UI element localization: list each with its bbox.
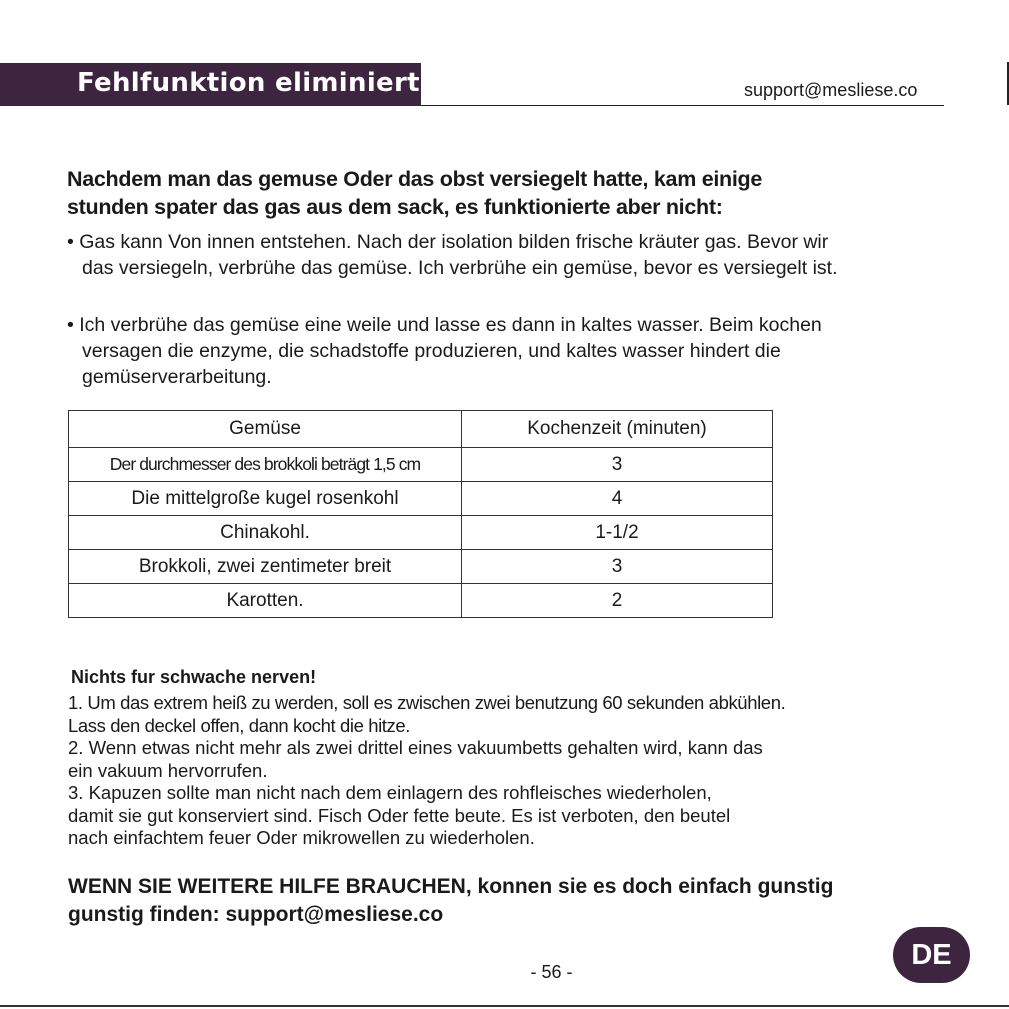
support-email: support@mesliese.co [744,80,918,100]
warning-line: 2. Wenn etwas nicht mehr als zwei drittel eines vakuumbetts gehalten wird, kann das [68,737,763,758]
header-bar [0,63,430,106]
warning-title: Nichts fur schwache nerven! [71,667,317,687]
bullet-line: versagen die enzyme, die schadstoffe produzieren, und kaltes wasser hindert die [82,340,781,362]
table-header-row [69,411,773,448]
table-row [69,516,773,550]
table-row [69,482,773,516]
section-heading [67,165,947,221]
table-cell-vegetable: Der durchmesser des brokkoli beträgt 1,5 cm [69,448,462,482]
table-row [69,448,773,482]
bullet-item [67,229,837,281]
table-cell-time: 2 [462,584,773,618]
table-cell-time: 3 [462,550,773,584]
help-line: gunstig finden: support@mesliese.co [68,903,444,926]
table-row [69,584,773,618]
table-cell-time: 4 [462,482,773,516]
table-row [69,550,773,584]
bullet-line [67,312,822,338]
warning-line: Lass den deckel offen, dann kocht die hitze. [68,714,411,736]
bullet-dot: • [67,231,80,253]
section-heading-line: Nachdem man das gemuse Oder das obst versiegelt hatte, kam einige [67,167,763,191]
page-number-text: - 56 - [530,962,573,982]
bottom-divider [0,1005,1009,1007]
table-cell-vegetable: Die mittelgroße kugel rosenkohl [69,482,462,516]
warning-line: damit sie gut konserviert sind. Fisch Oder fette beute. Es ist verboten, den beutel [68,804,731,826]
table-cell-vegetable: Brokkoli, zwei zentimeter breit [69,550,462,584]
warning-line: 1. Um das extrem heiß zu werden, soll es zwischen zwei benutzung 60 sekunden abkühlen. [68,692,786,713]
page-number [0,962,1009,983]
warning-line: 3. Kapuzen sollte man nicht nach dem einlagern des rohfleisches wiederholen, [68,782,712,803]
table-cell-vegetable: Chinakohl. [69,516,462,550]
bullet-item [67,312,822,390]
bullet-dot: • [67,314,80,336]
bullet-text: Gas kann Von innen entstehen. Nach der isolation bilden frische kräuter gas. Bevor wir [79,231,829,253]
help-contact-block [68,873,833,929]
help-line: WENN SIE WEITERE HILFE BRAUCHEN, konnen sie es doch einfach gunstig [68,875,834,898]
table-cell-time: 3 [462,448,773,482]
section-heading-line: stunden spater das gas aus dem sack, es funktionierte aber nicht: [67,195,723,219]
warning-line: nach einfachtem feuer Oder mikrowellen zu wiederholen. [68,827,535,848]
cooking-time-table [68,410,773,618]
warning-line: ein vakuum hervorrufen. [68,759,268,781]
column-header-cooking-time: Kochenzeit (minuten) [462,411,773,448]
page-title: Fehlfunktion eliminiert. [77,68,430,98]
warning-list [68,692,785,850]
bullet-line: gemüserverarbeitung. [82,366,272,388]
bullet-text: Ich verbrühe das gemüse eine weile und lasse es dann in kaltes wasser. Beim kochen [79,314,822,336]
language-badge: DE [893,927,970,983]
table-cell-time: 1-1/2 [462,516,773,550]
table-cell-vegetable: Karotten. [69,584,462,618]
column-header-vegetable: Gemüse [69,411,462,448]
bullet-line [67,229,837,255]
bullet-line: das versiegeln, verbrühe das gemüse. Ich verbrühe ein gemüse, bevor es versiegelt ist. [82,257,838,279]
header-divider [421,105,944,106]
